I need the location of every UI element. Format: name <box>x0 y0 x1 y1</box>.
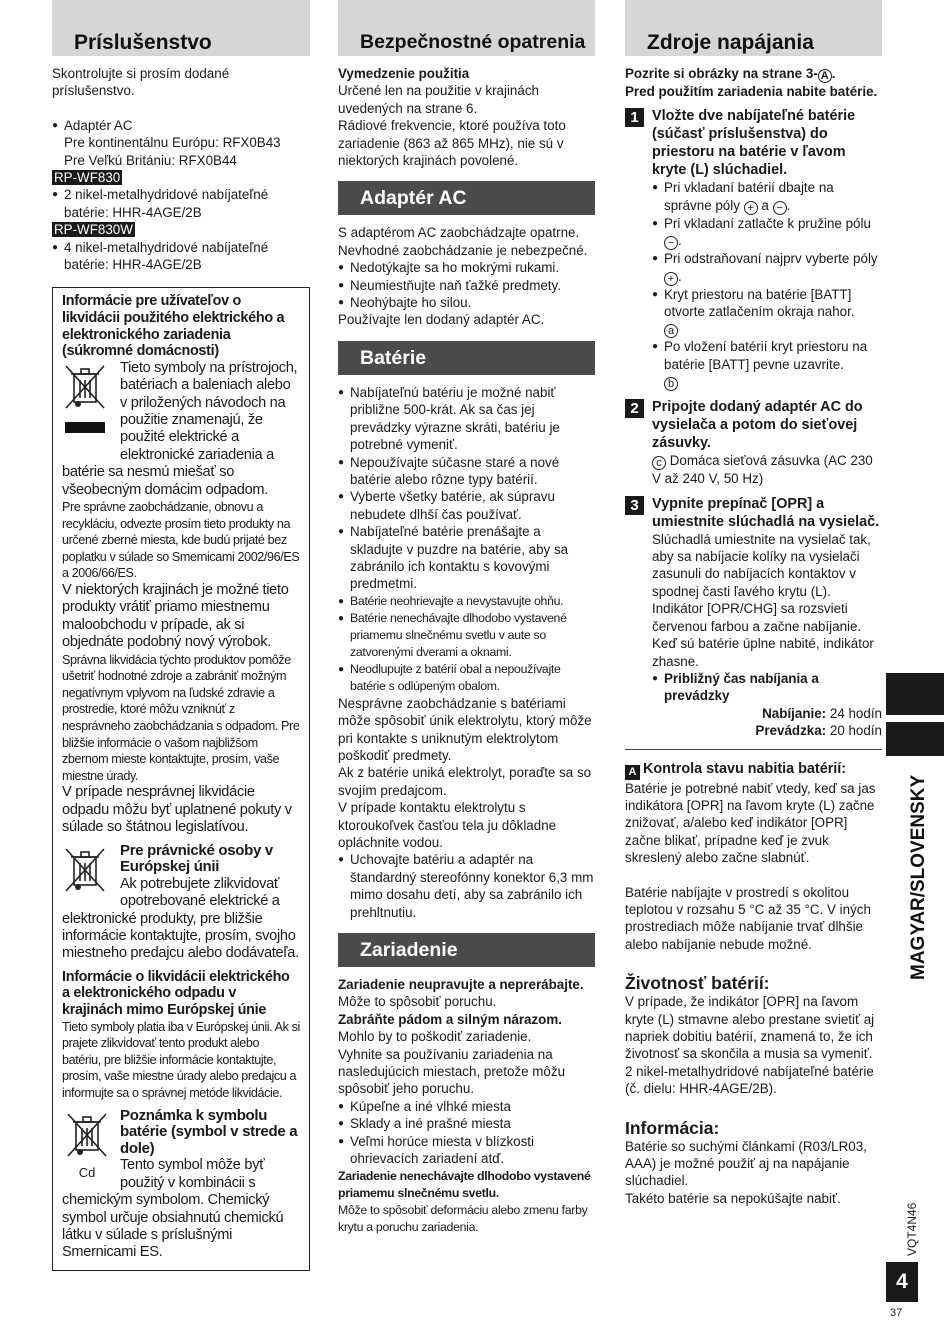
plus-pole-icon: + <box>664 272 678 286</box>
badge-a-icon: A <box>625 765 640 780</box>
legal-text: Ak potrebujete zlikvidovať opotrebované elektrické a elektronické produkty, pre bližšie informácie kontaktujte, prosím, svojho miestneho predajcu alebo dodávateľa. <box>62 875 299 962</box>
power-intro: Pozrite si obrázky na strane 3- A . <box>625 66 836 82</box>
battery-bullet-3: ● Vyberte všetky batérie, ak súpravu nebudete dlhší čas používať. <box>338 488 595 523</box>
device-bullet-1: ● Kúpeľne a iné vlhké miesta <box>338 1098 595 1115</box>
cd-chemical-symbol: Cd <box>78 1165 96 1181</box>
ac-p2: Používajte len dodaný adaptér AC. <box>338 312 545 328</box>
device-p2: Mohlo by to poškodiť zariadenie. <box>338 1029 532 1045</box>
accessory-item-batteries-2: ● 2 nikel-metalhydridové nabíjateľné batérie: HHR-4AGE/2B <box>52 186 310 221</box>
step-3-number: 3 <box>625 496 644 515</box>
step-1-bullet-5: ● Po vložení batérií kryt priestoru na batérie [BATT] pevne uzavrite. b <box>652 338 882 391</box>
step-1 <box>625 107 882 391</box>
info-title: Informácia: <box>625 1117 720 1138</box>
power-title: Zdroje napájania <box>647 30 814 54</box>
ac-bullet-3: ● Neohýbajte ho silou. <box>338 294 595 311</box>
step-3-heading: Vypnite prepínač [OPR] a umiestnite slúchadlá na vysielač. <box>652 495 880 530</box>
scope-p2: Rádiové frekvencie, ktoré používa toto zariadenie (863 až 865 MHz), nie sú v niektorých krajinách povolené. <box>338 118 566 169</box>
step-1-bullet-2: ● Pri vkladaní zatlačte k pružine pólu − . <box>652 215 882 250</box>
column-safety <box>338 0 595 1236</box>
temperature-text: Batérie nabíjajte v prostredí s okolitou teplotou v rozsahu 5 °C až 35 °C. V iných prostrediach môže nabíjanie trvať dlhšie alebo nabíjanie nebude možné. <box>625 884 871 952</box>
page-number-small: 37 <box>890 1307 903 1319</box>
disposal-p2: Pre správne zaobchádzanie, obnovu a recykláciu, odvezte prosím tieto produkty na určené zberné miesta, kde budú prijaté bez poplatku v súlade so Smernicami 2002/96/ES a 2006/66/ES. <box>62 500 300 581</box>
device-h1: Zariadenie neupravujte a neprerábajte. <box>338 977 584 993</box>
ac-bullet-2: ● Neumiestňujte naň ťažké predmety. <box>338 277 595 294</box>
crossed-bin-icon <box>62 362 108 442</box>
ac-adapter-heading: Adaptér AC <box>338 181 595 215</box>
step-1-heading: Vložte dve nabíjateľné batérie (súčasť príslušenstva) do priestoru na batérie v ľavom kryte (L) slúchadiel. <box>652 108 856 179</box>
accessory-item-adapter: ● Adaptér AC <box>52 117 310 134</box>
minus-pole-icon: − <box>664 236 678 250</box>
disposal-symbols <box>62 362 112 446</box>
check-status-text: Batérie je potrebné nabiť vtedy, keď sa jas indikátora [OPR] na ľavom kryte (L) začne znižovať, a/alebo keď indikátor [OPR] začne blikať, prípadne keď je zvuk skreslený alebo začne slabnúť. <box>625 780 876 866</box>
document-code: VQT4N46 <box>905 1202 919 1256</box>
operate-time: Prevádzka: 20 hodín <box>755 723 882 739</box>
accessories-intro: Skontrolujte si prosím dodané príslušenstvo. <box>52 66 230 99</box>
page-number: 4 <box>886 1262 918 1302</box>
disposal-info-box <box>52 287 310 1270</box>
ref-c-icon: c <box>652 456 666 470</box>
battery-p3: V prípade kontaktu elektrolytu s ktoroukoľvek časťou tela ju dôkladne opláchnite vodou. <box>338 800 557 850</box>
step-3-bullet: ● Približný čas nabíjania a prevádzky <box>652 670 882 705</box>
step-1-bullet-1: ● Pri vkladaní batérií dbajte na správne póly + a − . <box>652 179 882 214</box>
battery-bullet-6: ● Batérie nenechávajte dlhodobo vystavené priamemu slnečnému svetlu v aute so zatvorenými dverami a oknami. <box>338 610 595 661</box>
step-2-number: 2 <box>625 399 644 418</box>
accessories-title: Príslušenstvo <box>74 30 212 54</box>
column-power <box>625 0 882 1207</box>
disposal-p1: Tieto symboly na prístrojoch, batériach a baleniach alebo v priložených návodoch na použitie znamenajú, že použité elektrické a elektronické zariadenia a batérie sa nesmú miešať so všeobecným domácim odpadom. <box>62 359 298 498</box>
ref-a-icon: a <box>664 324 678 338</box>
disposal-title: Informácie pre užívateľov o likvidácii použitého elektrického a elektronického zariadenia (súkromné domácnosti) <box>62 293 285 360</box>
sidebar-tab-block <box>886 673 944 715</box>
battery-bullet-2: ● Nepoužívajte súčasne staré a nové batérie alebo rôzne typy batérií. <box>338 454 595 489</box>
safety-title: Bezpečnostné opatrenia <box>360 30 586 53</box>
device-h3: Zariadenie nenechávajte dlhodobo vystavené priamemu slnečnému svetlu. <box>338 1168 591 1200</box>
ac-p1: S adaptérom AC zaobchádzajte opatrne. Nevhodné zaobchádzanie je nebezpečné. <box>338 225 588 258</box>
battery-bullet-5: ● Batérie neohrievajte a nevystavujte ohňu. <box>338 593 595 610</box>
step-1-bullet-3: ● Pri odstraňovaní najprv vyberte póly + . <box>652 250 882 285</box>
crossed-bin-icon <box>62 845 108 897</box>
disposal-p5: V prípade nesprávnej likvidácie odpadu môžu byť uplatnené pokuty v súlade so štátnou legislatívou. <box>62 784 292 836</box>
battery-bullet-7: ● Neodlupujte z batérií obal a nepoužívajte batérie s odlúpeným obalom. <box>338 661 595 695</box>
battery-bullet-8: ● Uchovajte batériu a adaptér na štandardný stereofónny konektor 6,3 mm mimo dosahu detí, aby sa zabránilo ich prehltnutiu. <box>338 851 595 921</box>
step-3-p2: Indikátor [OPR/CHG] sa rozsvieti červenou farbou a začne nabíjanie. Keď sú batérie úplne nabité, indikátor zhasne. <box>652 601 874 669</box>
ac-bullet-1: ● Nedotýkajte sa ho mokrými rukami. <box>338 259 595 276</box>
section-header-safety <box>338 0 595 56</box>
step-1-bullet-4: ● Kryt priestoru na batérie [BATT] otvorte zatlačením okraja nahor. a <box>652 286 882 339</box>
info-p1: Batérie so suchými článkami (R03/LR03, AAA) je možné použiť aj na napájanie slúchadiel. <box>625 1138 867 1189</box>
device-bullet-2: ● Sklady a iné prašné miesta <box>338 1115 595 1132</box>
step-3 <box>625 495 882 740</box>
outside-eu-title: Informácie o likvidácii elektrického a elektronického odpadu v krajinách mimo Európskej únie <box>62 968 290 1019</box>
adapter-europe: Pre kontinentálnu Európu: RFX0B43 <box>64 135 281 151</box>
device-h2: Zabráňte pádom a silným nárazom. <box>338 1011 562 1027</box>
legal-title: Pre právnické osoby v Európskej únii <box>120 841 273 876</box>
crossed-bin-icon <box>64 1110 110 1162</box>
step-2-outlet: c Domáca sieťová zásuvka (AC 230 V až 240 V, 50 Hz) <box>652 453 873 487</box>
sidebar-tab-block <box>886 722 944 756</box>
section-header-power <box>625 0 882 56</box>
minus-pole-icon: − <box>773 201 787 215</box>
battery-life-title: Životnosť batérií: <box>625 973 770 994</box>
info-p2: Takéto batérie sa nepokúšajte nabiť. <box>625 1190 841 1206</box>
step-2-heading: Pripojte dodaný adaptér AC do vysielača a potom do sieťovej zásuvky. <box>652 399 863 452</box>
check-status-heading: A Kontrola stavu nabitia batérií: <box>625 760 882 780</box>
device-p4: Môže to spôsobiť deformáciu alebo zmenu farby krytu a poruchu zariadenia. <box>338 1202 588 1234</box>
power-intro-2: Pred použitím zariadenia nabite batérie. <box>625 84 878 99</box>
battery-p1: Nesprávne zaobchádzanie s batériami môže spôsobiť únik elektrolytu, ktorý môže pri kontakte s uniknutým elektrolytom poškodiť predmety. <box>338 695 592 763</box>
step-3-p1: Slúchadlá umiestnite na vysielač tak, aby sa nabíjacie kolíky na vysielači zasunuli do nabíjacích kontaktov v spodnej časti ľavého krytu (L). <box>652 531 871 599</box>
battery-bullet-4: ● Nabíjateľné batérie prenášajte a skladujte v puzdre na batérie, aby sa zabránilo ich kontaktu s kovovými predmetmi. <box>338 523 595 593</box>
device-bullet-3: ● Veľmi horúce miesta v blízkosti ohrievacích zariadení atď. <box>338 1133 595 1168</box>
outside-eu-text: Tieto symboly platia iba v Európskej únii. Ak si prajete zlikvidovať tento produkt alebo batériu, pre bližšie informácie kontaktujte, prosím, vaše miestne úrady alebo predajcu a informujte sa o správnej metóde likvidácie. <box>62 1019 300 1101</box>
battery-symbol-note-title: Poznámka k symbolu batérie (symbol v strede a dole) <box>120 1106 298 1157</box>
step-2 <box>625 398 882 487</box>
disposal-p3: V niektorých krajinách je možné tieto produkty vrátiť priamo miestnemu maloobchodu v prípade, ak si objednáte podobný nový výrobok. <box>62 582 289 651</box>
scope-title: Vymedzenie použitia <box>338 66 470 81</box>
disposal-p4: Správna likvidácia týchto produktov pomôže ušetriť hodnotné zdroje a zabrániť možným negatívnym vplyvom na ľudské zdravie a prostredie, ktoré môžu vzniknúť z nesprávneho zaobchádzania s odpadom. Pre bližšie informácie o vašom najbližšom zbernom mieste kontaktujte, prosím, vaše miestne úrady. <box>62 652 300 783</box>
model-badge-wf830: RP-WF830 <box>54 170 121 186</box>
battery-p2: Ak z batérie uniká elektrolyt, poraďte sa so svojím predajcom. <box>338 765 592 798</box>
section-header-accessories <box>52 0 310 56</box>
charge-time: Nabíjanie: 24 hodín <box>762 705 882 721</box>
plus-pole-icon: + <box>744 201 758 215</box>
scope-p1: Určené len na použitie v krajinách uvedených na strane 6. <box>338 83 539 116</box>
device-p3: Vyhnite sa používaniu zariadenia na nasledujúcich miestach, pretože môžu spôsobiť jeho poruchu. <box>338 1046 566 1097</box>
language-label: MAGYAR/SLOVENSKY <box>908 774 929 980</box>
bar-icon <box>65 422 105 433</box>
device-heading: Zariadenie <box>338 933 595 967</box>
step-1-number: 1 <box>625 108 644 127</box>
ref-b-icon: b <box>664 377 678 391</box>
battery-life-p2: 2 nikel-metalhydridové nabíjateľné batérie (č. dielu: HHR-4AGE/2B). <box>625 1063 874 1097</box>
battery-symbol-note-text: Tento symbol môže byť použitý v kombinácii s chemickým symbolom. Chemický symbol určuje obsiahnutú chemickú látku v súlade s príslušnými Smernicami ES. <box>62 1157 284 1261</box>
ref-a-icon: A <box>818 69 832 83</box>
battery-bullet-1: ● Nabíjateľnú batériu je možné nabiť približne 500-krát. Ak sa čas jej prevádzky výrazne skráti, batériu je potrebné vymeniť. <box>338 384 595 454</box>
battery-life-p1: V prípade, že indikátor [OPR] na ľavom kryte (L) stmavne alebo prestane svietiť aj napriek dobitiu batérií, znamená to, že ich životnosť sa skončila a musia sa vymeniť. <box>625 994 875 1062</box>
adapter-uk: Pre Veľkú Britániu: RFX0B44 <box>64 152 237 168</box>
model-badge-wf830w: RP-WF830W <box>54 222 133 238</box>
batteries-heading: Batérie <box>338 341 595 375</box>
device-p1: Môže to spôsobiť poruchu. <box>338 994 497 1010</box>
accessory-item-batteries-4: ● 4 nikel-metalhydridové nabíjateľné batérie: HHR-4AGE/2B <box>52 239 310 274</box>
divider <box>625 749 882 750</box>
column-accessories <box>52 0 310 1271</box>
